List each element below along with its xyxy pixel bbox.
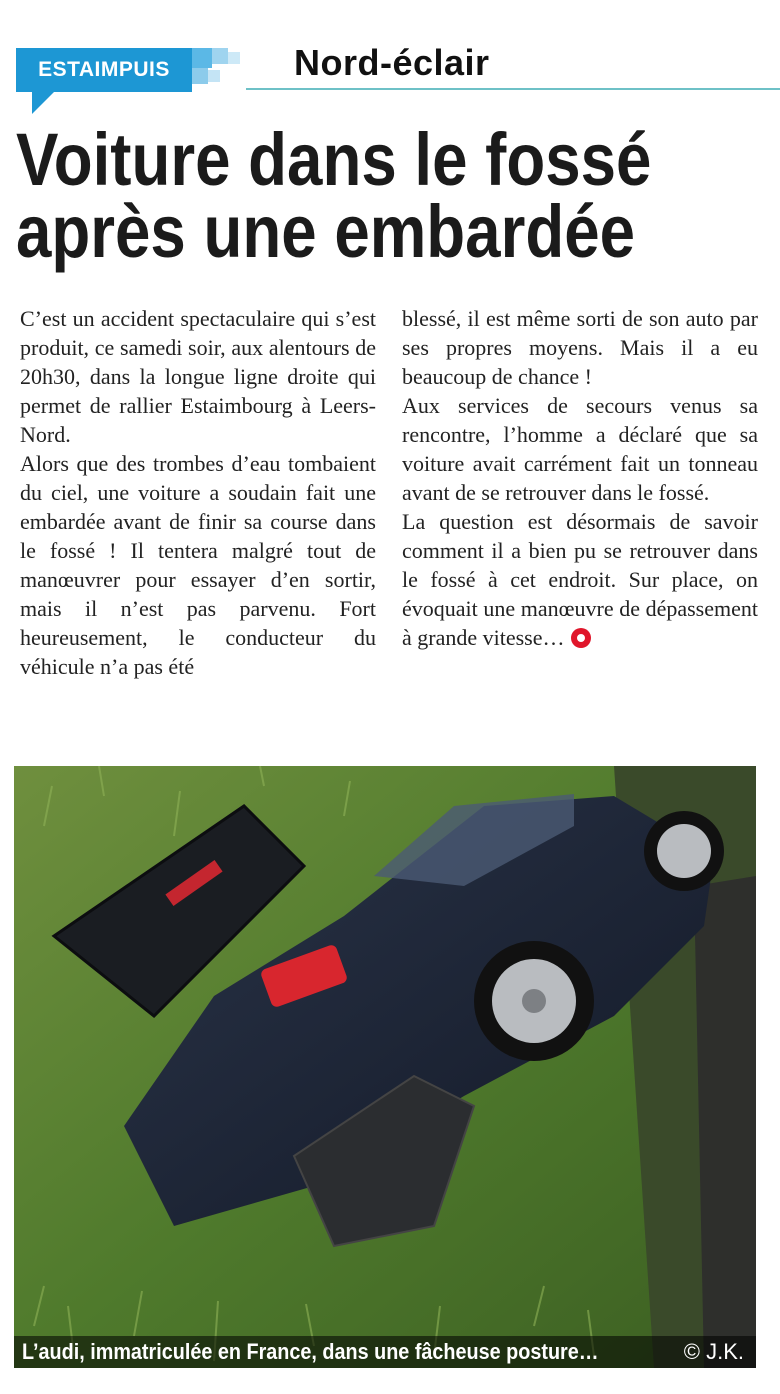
tag-decor-square — [212, 48, 228, 64]
newspaper-name: Nord-éclair — [294, 42, 490, 83]
tag-decor-square — [192, 48, 212, 68]
end-of-article-bullet-icon — [571, 628, 591, 648]
header-rule — [246, 88, 780, 90]
paragraph: La question est désormais de savoir comment il a bien pu se retrouver dans le fossé à cet endroit. Sur place, on évoquait une manœuvre de dépassement à grande vitesse… — [402, 509, 758, 650]
tag-decor-square — [192, 68, 208, 84]
car-in-ditch-illustration — [14, 766, 756, 1368]
article-photo — [14, 766, 756, 1368]
paragraph: C’est un accident spectaculaire qui s’est produit, ce samedi soir, aux alentours de 20h30, dans la longue ligne droite qui permet de rallier Estaimbourg à Leers-Nord. — [20, 306, 376, 447]
photo-caption — [14, 1336, 756, 1368]
tag-decor-square — [208, 70, 220, 82]
section-header — [16, 40, 780, 114]
paragraph-last — [402, 507, 758, 652]
paragraph: Aux services de secours venus sa rencontre, l’homme a déclaré que sa voiture avait carrément fait un tonneau avant de se retrouver dans le fossé. — [402, 393, 758, 505]
paragraph: Alors que des trombes d’eau tombaient du ciel, une voiture a soudain fait une embardée avant de finir sa course dans le fossé ! Il tentera malgré tout de manœuvrer pour essayer d’en sortir, mais il n’est pas parvenu. Fort heureusement, le conducteur du véhicule n’a pas été — [20, 451, 376, 679]
section-tag: ESTAIMPUIS — [38, 58, 170, 81]
section-tag-tail — [32, 92, 54, 114]
article-column-left — [20, 304, 376, 681]
photo-credit: © J.K. — [683, 1339, 744, 1364]
caption-text: L’audi, immatriculée en France, dans une fâcheuse posture… — [22, 1339, 599, 1364]
article-column-right — [402, 304, 758, 652]
headline — [16, 118, 659, 273]
paragraph: blessé, il est même sorti de son auto par ses propres moyens. Mais il a eu beaucoup de chance ! — [402, 306, 758, 389]
tag-decor-square — [228, 52, 240, 64]
headline-line: après une embardée — [16, 190, 635, 273]
headline-line: Voiture dans le fossé — [16, 118, 652, 201]
